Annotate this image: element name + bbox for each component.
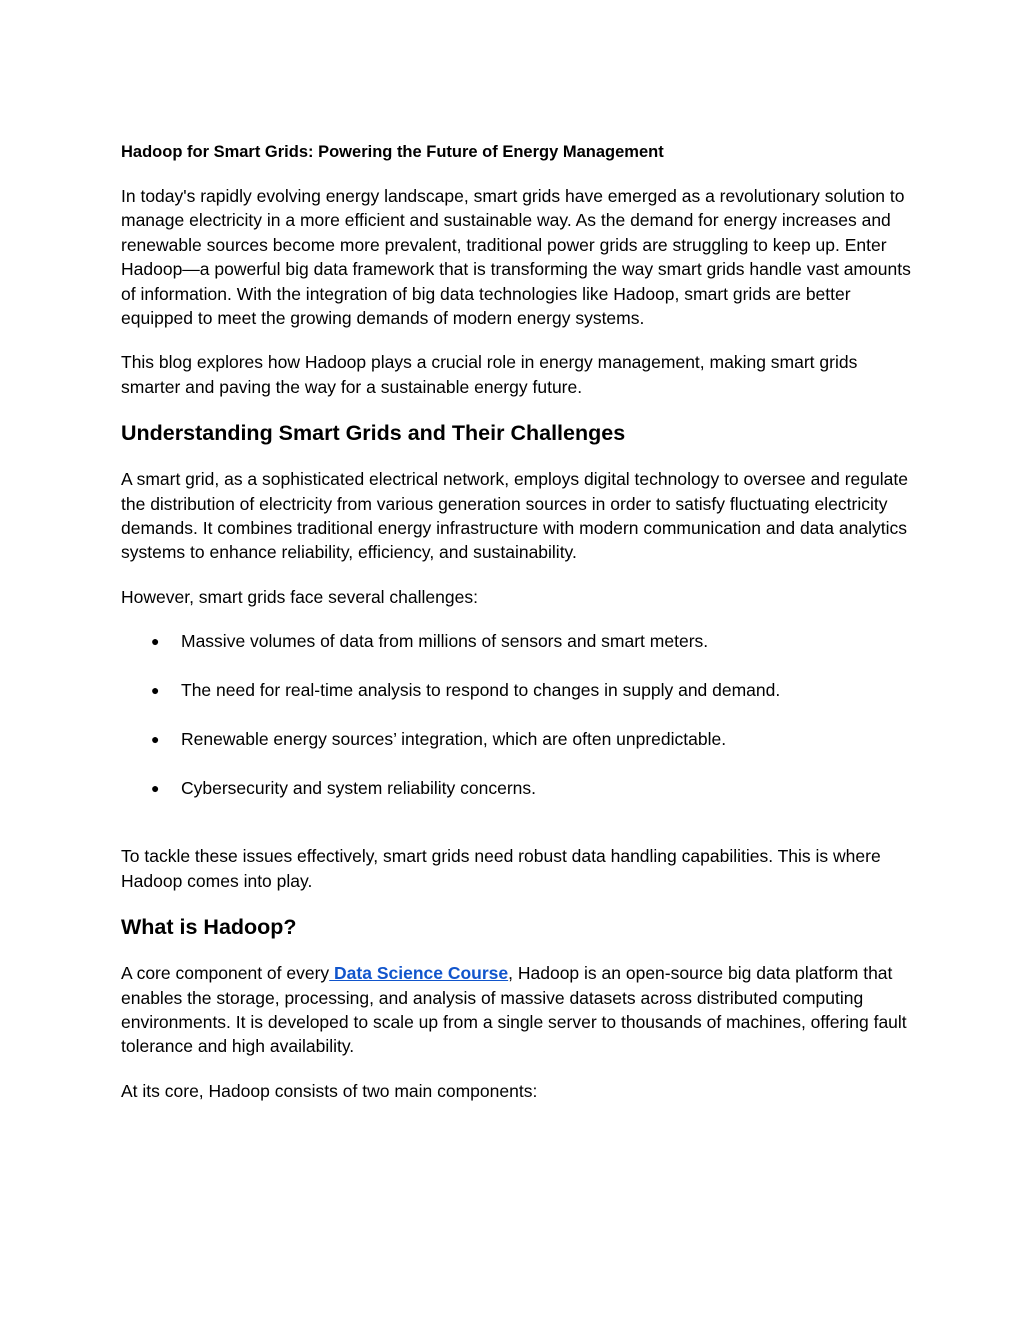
list-item-text: The need for real-time analysis to respond to changes in supply and demand. bbox=[181, 680, 781, 701]
intro-paragraph-2: This blog explores how Hadoop plays a crucial role in energy management, making smart grids smarter and paving the way for a sustainable energy future. bbox=[121, 352, 858, 397]
list-item-text: Massive volumes of data from millions of sensors and smart meters. bbox=[181, 631, 709, 652]
document-title: Hadoop for Smart Grids: Powering the Future of Energy Management bbox=[121, 143, 664, 161]
list-item-text: Renewable energy sources’ integration, which are often unpredictable. bbox=[181, 729, 727, 750]
list-item bbox=[121, 678, 911, 702]
section-heading-smart-grids: Understanding Smart Grids and Their Challenges bbox=[121, 421, 626, 446]
list-item bbox=[121, 727, 911, 751]
list-item bbox=[121, 776, 911, 800]
bullet-icon: ● bbox=[151, 633, 160, 650]
intro-paragraph-1: In today's rapidly evolving energy landscape, smart grids have emerged as a revolutionary solution to manage electricity in a more efficient and sustainable way. As the demand for energy increases and renewable sources become more prevalent, traditional power grids are struggling to keep up. Enter Hadoop—a powerful big data framework that is transforming the way smart grids handle vast amounts of information. With the integration of big data technologies like Hadoop, smart grids are better equipped to meet the growing demands of modern energy systems. bbox=[121, 186, 911, 329]
hadoop-transition-paragraph: To tackle these issues effectively, smart grids need robust data handling capabilities. This is where Hadoop comes into play. bbox=[121, 846, 881, 891]
challenges-intro-paragraph: However, smart grids face several challenges: bbox=[121, 586, 478, 607]
hadoop-components-intro-paragraph: At its core, Hadoop consists of two main components: bbox=[121, 1080, 538, 1101]
challenges-list bbox=[121, 629, 911, 800]
smart-grid-definition-paragraph: A smart grid, as a sophisticated electrical network, employs digital technology to oversee and regulate the distribution of electricity from various generation sources in order to satisfy fluctuating electricity demands. It combines traditional energy infrastructure with modern communication and data analytics systems to enhance reliability, efficiency, and sustainability. bbox=[121, 469, 908, 563]
list-item bbox=[121, 629, 911, 653]
bullet-icon: ● bbox=[151, 780, 160, 796]
hadoop-definition-text-end: , Hadoop is an open-source big data platform that enables the storage, processing, and analysis of massive datasets across distributed computing environments. It is developed to scale up from a single server to thousands of machines, offering fault tolerance and high availability. bbox=[121, 963, 907, 1057]
list-item-text: Cybersecurity and system reliability concerns. bbox=[181, 778, 536, 798]
document-page bbox=[121, 140, 911, 1123]
section-heading-what-is-hadoop: What is Hadoop? bbox=[121, 915, 297, 940]
hadoop-definition-paragraph bbox=[121, 961, 911, 1059]
bullet-icon: ● bbox=[151, 682, 160, 699]
data-science-course-link[interactable]: Data Science Course bbox=[329, 963, 509, 984]
hadoop-definition-text-start: A core component of every bbox=[121, 963, 330, 984]
bullet-icon: ● bbox=[151, 731, 160, 748]
